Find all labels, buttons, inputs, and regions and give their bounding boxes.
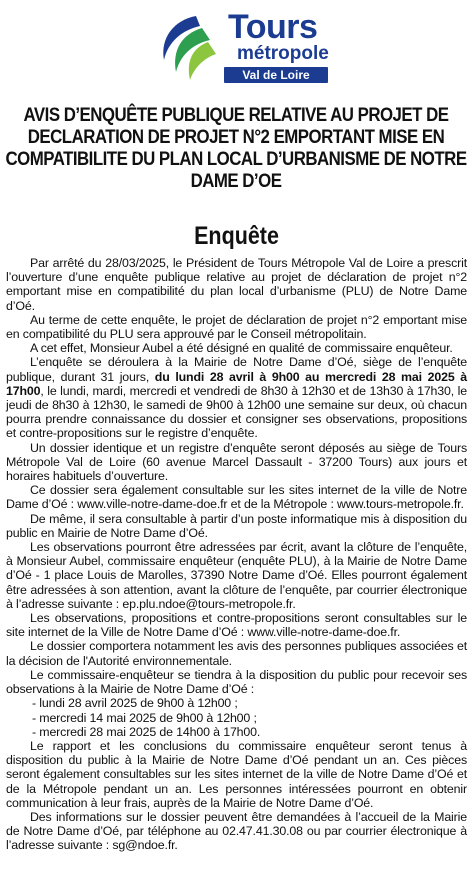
paragraph-online-observations: Les observations, propositions et contre-propositions seront consultables sur le site internet de la Ville de Notre Dame d’Oé : www.ville-notre-dame-doe.fr. xyxy=(6,611,467,640)
permanence-item: - lundi 28 avril 2025 de 9h00 à 12h00 ; xyxy=(32,696,238,711)
paragraph-computer-access: De même, il sera consultable à partir d’un poste informatique mis à disposition du public en Mairie de Notre Dame d’Oé. xyxy=(6,511,467,540)
schedule-text-end: , le lundi, mardi, mercredi et vendredi de 8h30 à 12h30 et de 13h30 à 17h30, le jeudi de 8h30 à 12h30, le samedi de 9h00 à 12h00 une semaine sur deux, où chacun pourra prendre connaissance du dossier et consigner ses observations, propositions et contre-propositions sur le registre d’enquête. xyxy=(6,383,467,441)
paragraph-report: Le rapport et les conclusions du commissaire enquêteur seront tenus à disposition du public à la Mairie de Notre Dame d’Oé pendant un an. Ces pièces seront également consultables sur les sites internet de la ville de Notre Dame d’Oé et de la Métropole pendant un an. Les personnes intéressées pourront en obtenir communication à leur frais, auprès de la Mairie de Notre Dame d’Oé. xyxy=(6,738,467,810)
paragraph-commissioner: A cet effet, Monsieur Aubel a été désigné en qualité de commissaire enquêteur. xyxy=(30,341,453,356)
paragraph-websites: Ce dossier sera également consultable sur les sites internet de la ville de Notre Dame d’Oé : www.ville-notre-dame-doe.fr et de la Métropole : www.tours-metropole.fr. xyxy=(6,483,467,512)
paragraph-contact: Des informations sur le dossier peuvent être demandées à l’accueil de la Mairie de Notre Dame d’Oé, par téléphone au 02.47.41.30.08 ou par courrier électronique à l’adresse suivante : sg@ndoe.fr. xyxy=(6,809,467,853)
notice-title: AVIS D’ENQUÊTE PUBLIQUE RELATIVE AU PROJET DE DECLARATION DE PROJET N°2 EMPORTANT MISE EN COMPATIBILITE DU PLAN LOCAL D’URBANISME DE NOTRE DAME D’OE xyxy=(5,104,467,192)
paragraph-written-observations: Les observations pourront être adressées par écrit, avant la clôture de l’enquête, à Monsieur Aubel, commissaire enquêteur (enquête PLU), à la Mairie de Notre Dame d’Oé - 1 place Louis de Marolles, 37390 Notre Dame d’Oé. Elles pourront également être adressées à son attention, avant la clôture de l’enquête, par courrier électronique à l’adresse suivante : ep.plu.ndoe@tours-metropole.fr. xyxy=(6,540,467,611)
schedule-dates: du lundi 28 avril à 9h00 au mercredi 28 mai 2025 à 17h00 xyxy=(6,369,467,398)
notice-subtitle: Enquête xyxy=(194,222,279,250)
paragraph-decree: Par arrêté du 28/03/2025, le Président de Tours Métropole Val de Loire a prescrit l’ouverture d’une enquête publique relative au projet de déclaration de projet n°2 emportant mise en compatibilité du plan local d’urbanisme (PLU) de Notre Dame d’Oé. xyxy=(6,256,467,313)
paragraph-dossier-location: Un dossier identique et un registre d’enquête seront déposés au siège de Tours Métropole Val de Loire (60 avenue Marcel Dassault - 37200 Tours) aux jours et horaires habituels d’ouverture. xyxy=(6,440,467,484)
permanence-item: - mercredi 28 mai 2025 de 14h00 à 17h00. xyxy=(32,724,261,739)
paragraph-approval: Au terme de cette enquête, le projet de déclaration de projet n°2 emportant mise en compatibilité du PLU sera approuvé par le Conseil métropolitain. xyxy=(6,312,467,342)
notice-body xyxy=(6,256,467,853)
paragraph-schedule xyxy=(6,355,467,440)
logo-name: Tours xyxy=(228,8,318,46)
permanence-item: - mercredi 14 mai 2025 de 9h00 à 12h00 ; xyxy=(32,710,257,725)
schedule-text-start: L’enquête se déroulera à la Mairie de Notre Dame d’Oé, siège de l’enquête publique, durant 31 jours, xyxy=(6,355,467,384)
tours-metropole-logo xyxy=(6,0,467,98)
logo-subname: métropole xyxy=(237,43,329,64)
paragraph-permanences: Le commissaire-enquêteur se tiendra à la disposition du public pour recevoir ses observations à la Mairie de Notre Dame d’Oé : xyxy=(6,667,467,697)
logo-tag: Val de Loire xyxy=(224,67,328,83)
logo-leaf-icon xyxy=(156,12,220,84)
paragraph-opinions: Le dossier comportera notamment les avis des personnes publiques associées et la décision de l'Autorité environnementale. xyxy=(6,639,467,668)
